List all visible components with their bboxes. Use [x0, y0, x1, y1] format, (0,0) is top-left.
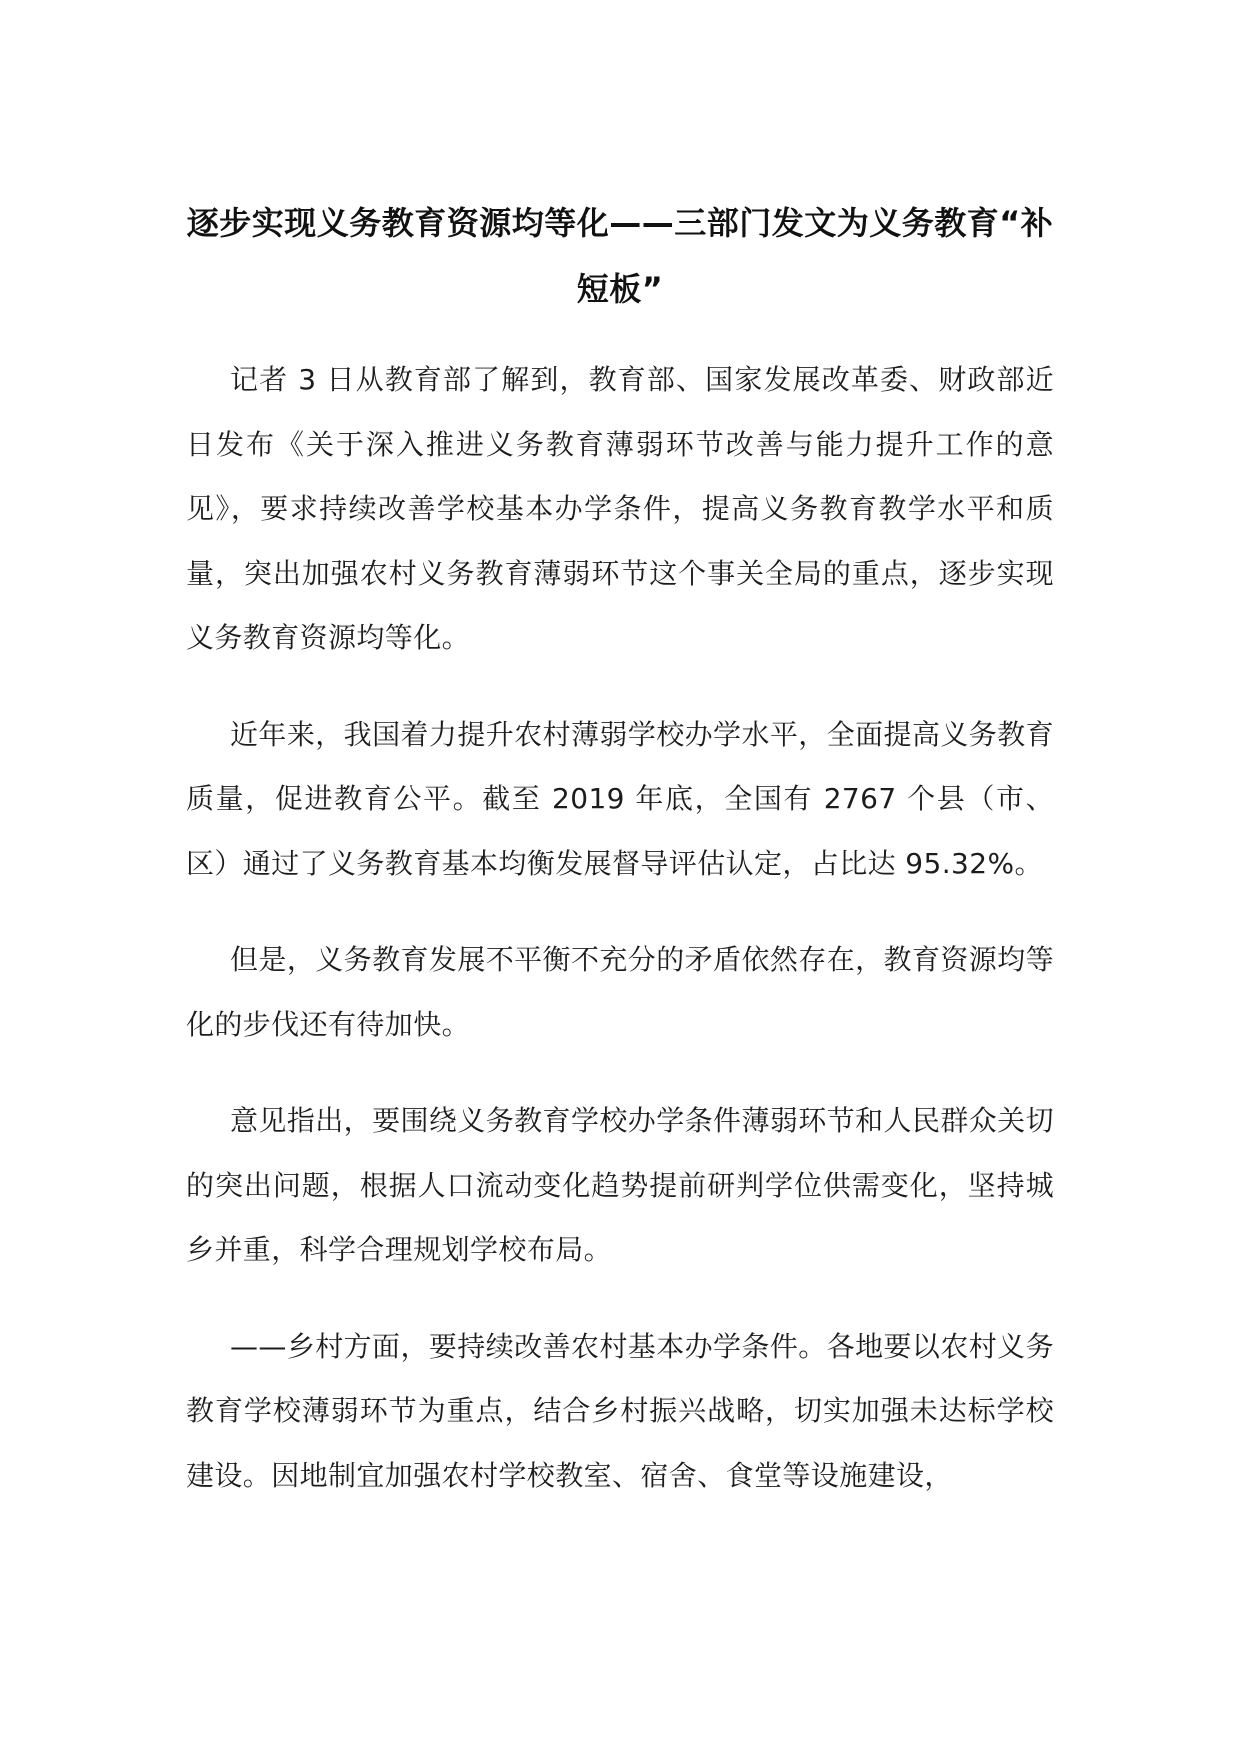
article-title: 逐步实现义务教育资源均等化——三部门发文为义务教育“补短板” [186, 204, 1054, 308]
paragraph-opinion: 意见指出，要围绕义务教育学校办学条件薄弱环节和人民群众关切的突出问题，根据人口流动变化趋势提前研判学位供需变化，坚持城乡并重，科学合理规划学校布局。 [186, 1104, 1054, 1266]
article-body [186, 348, 1054, 1540]
paragraph-intro: 记者 3 日从教育部了解到，教育部、国家发展改革委、财政部近日发布《关于深入推进义务教育薄弱环节改善与能力提升工作的意见》，要求持续改善学校基本办学条件，提高义务教育教学水平和质量，突出加强农村义务教育薄弱环节这个事关全局的重点，逐步实现义务教育资源均等化。 [186, 363, 1054, 654]
paragraph-progress: 近年来，我国着力提升农村薄弱学校办学水平，全面提高义务教育质量，促进教育公平。截至 2019 年底，全国有 2767 个县（市、区）通过了义务教育基本均衡发展督导评估认定，占比达 95.32%。 [186, 717, 1054, 880]
paragraph-rural: ——乡村方面，要持续改善农村基本办学条件。各地要以农村义务教育学校薄弱环节为重点，结合乡村振兴战略，切实加强未达标学校建设。因地制宜加强农村学校教室、宿舍、食堂等设施建设， [186, 1329, 1054, 1492]
paragraph-imbalance: 但是，义务教育发展不平衡不充分的矛盾依然存在，教育资源均等化的步伐还有待加快。 [186, 943, 1054, 1041]
